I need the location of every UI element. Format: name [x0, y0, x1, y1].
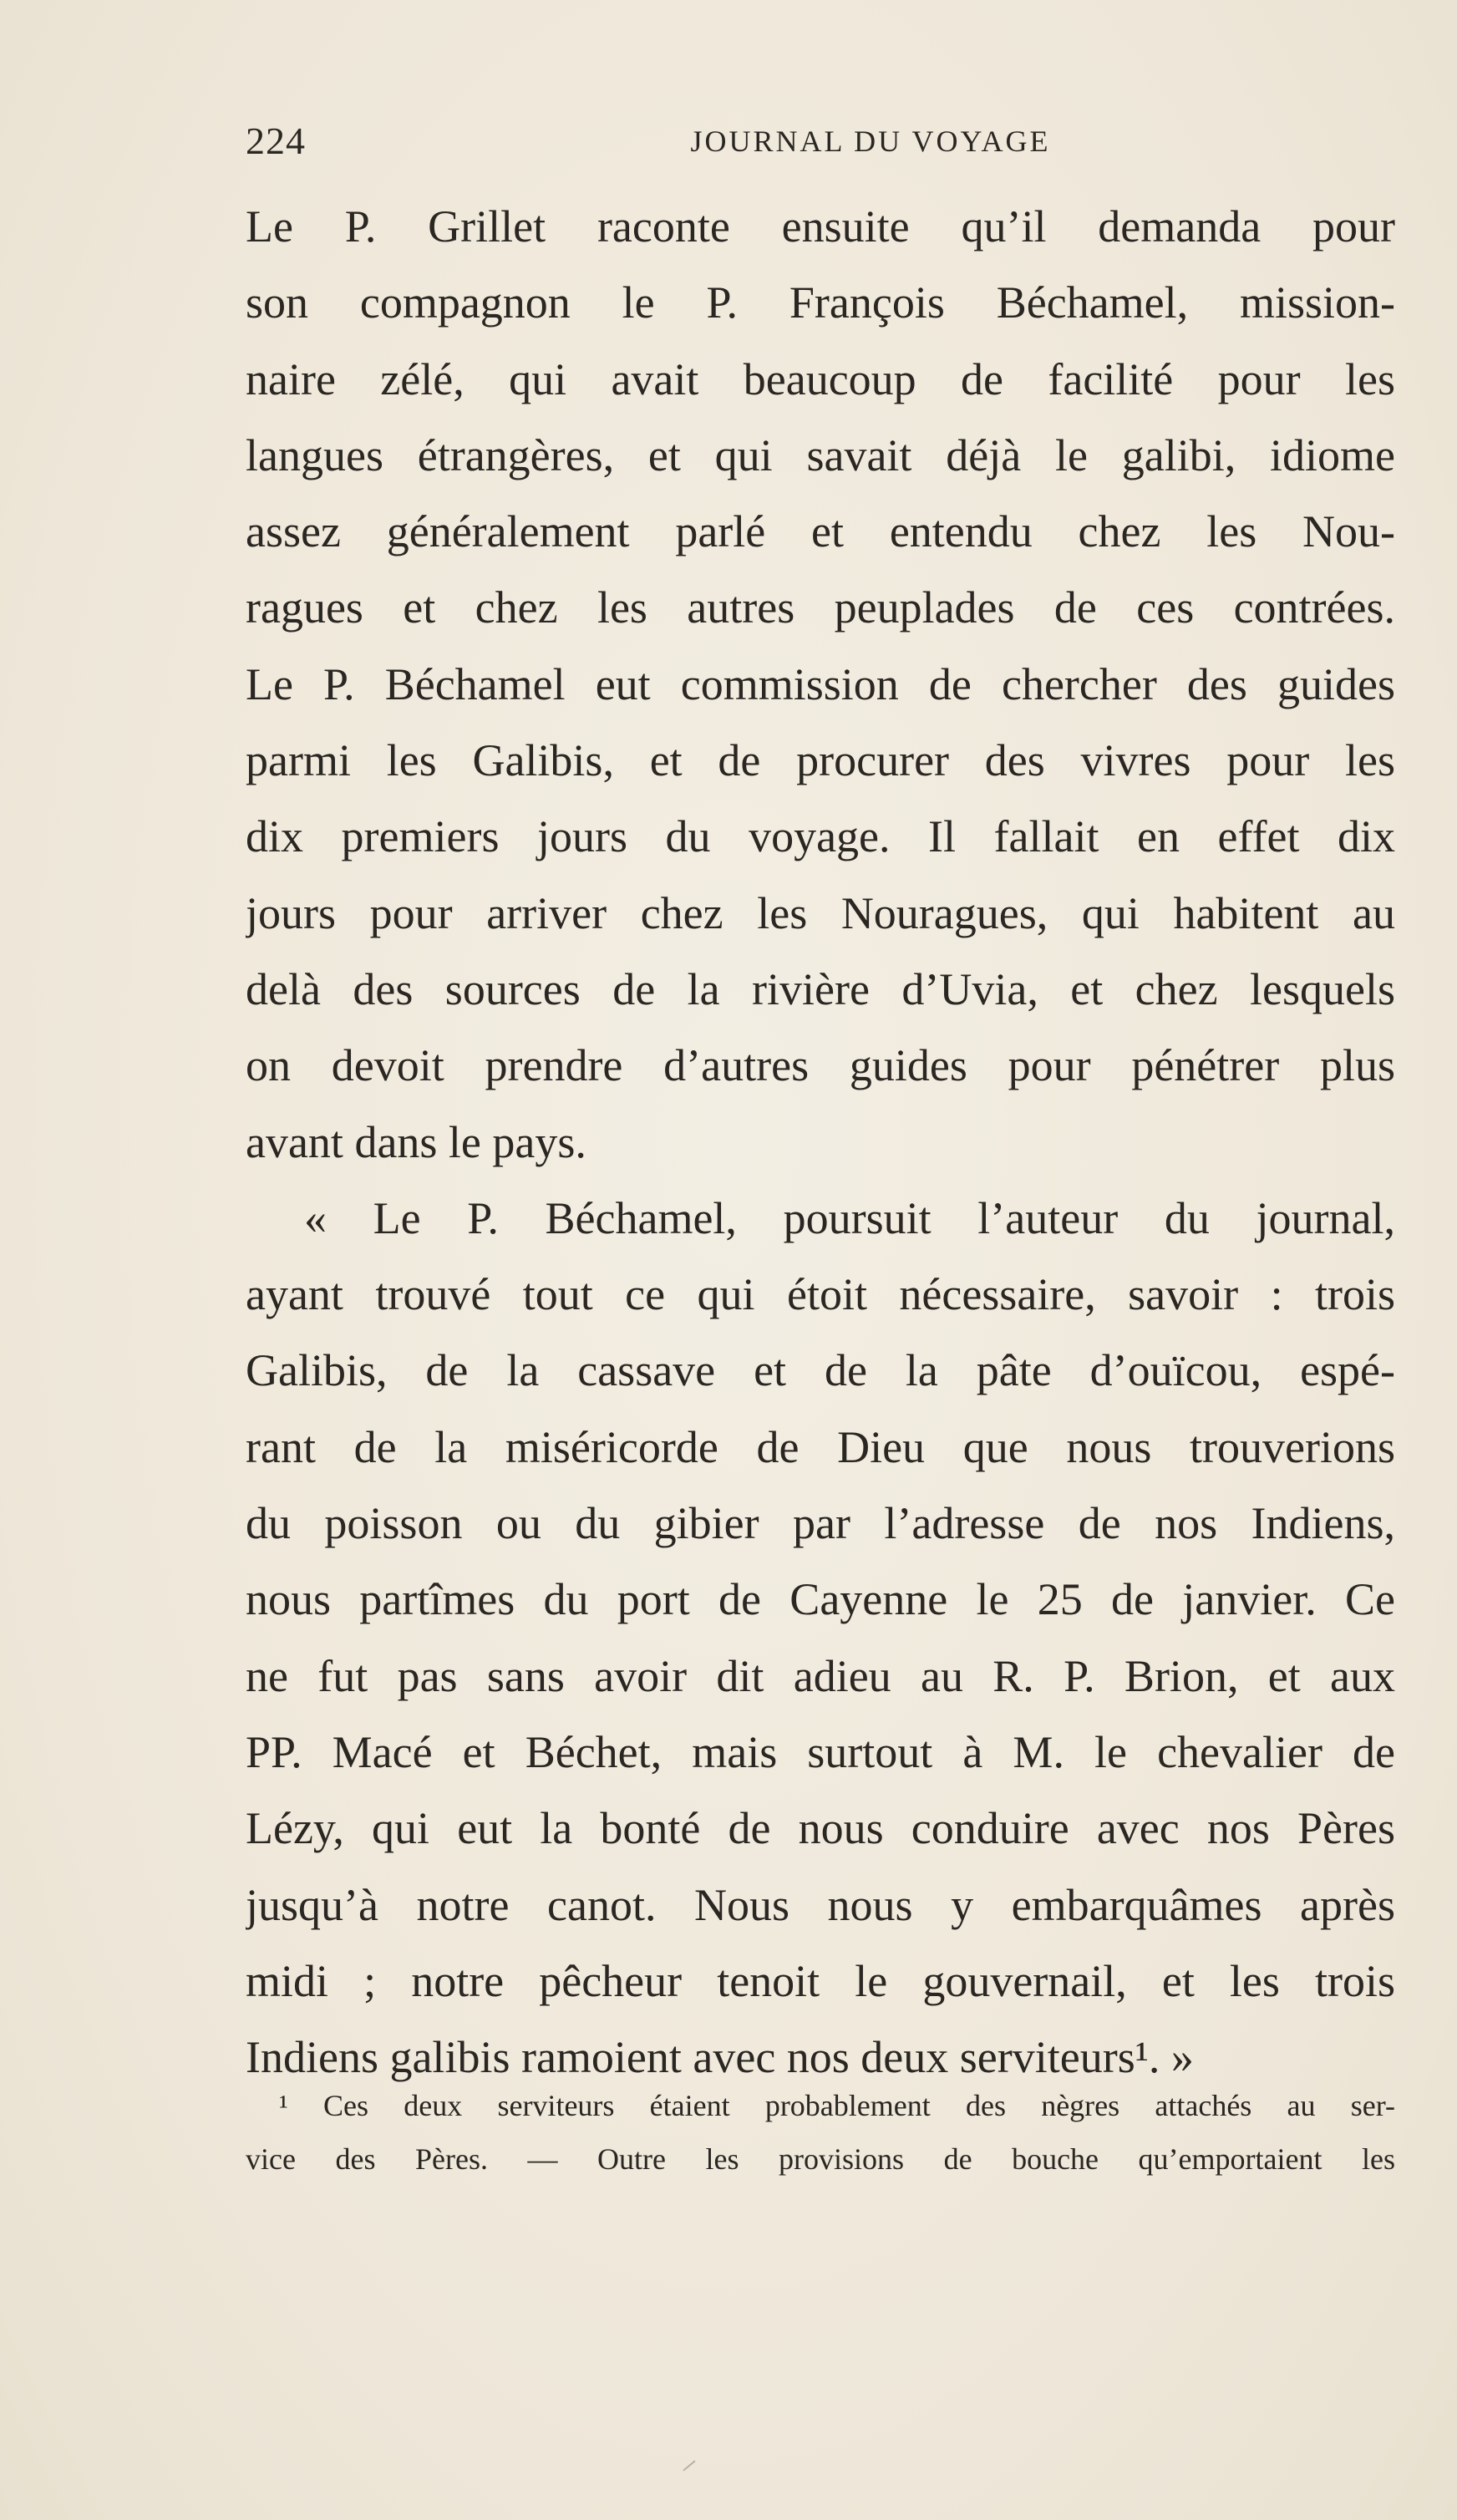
text-line: naire zélé, qui avait beaucoup de facilité pour les	[246, 353, 1395, 404]
footnote-line: ¹ Ces deux serviteurs étaient probablement des nègres attachés au ser-	[279, 2089, 1395, 2122]
text-line: assez généralement parlé et entendu chez les Nou-	[246, 506, 1395, 557]
body-text	[246, 189, 1395, 2096]
text-line: Le P. Béchamel eut commission de chercher des guides	[246, 658, 1395, 709]
text-line: rant de la miséricorde de Dieu que nous trouverions	[246, 1421, 1395, 1472]
text-line: dix premiers jours du voyage. Il fallait en effet dix	[246, 811, 1395, 862]
text-line: jusqu’à notre canot. Nous nous y embarquâmes après	[246, 1879, 1395, 1930]
page-number: 224	[246, 119, 306, 162]
text-line: Indiens galibis ramoient avec nos deux serviteurs¹. »	[246, 2032, 1194, 2083]
text-line: Galibis, de la cassave et de la pâte d’ouïcou, espé-	[246, 1345, 1395, 1396]
text-line: midi ; notre pêcheur tenoit le gouvernail, et les trois	[246, 1955, 1395, 2006]
running-title: JOURNAL DU VOYAGE	[690, 124, 1051, 158]
text-line: parmi les Galibis, et de procurer des vivres pour les	[246, 735, 1395, 786]
text-line: on devoit prendre d’autres guides pour pénétrer plus	[246, 1040, 1395, 1091]
text-line: langues étrangères, et qui savait déjà le galibi, idiome	[246, 429, 1395, 480]
text-line: delà des sources de la rivière d’Uvia, et chez lesquels	[246, 963, 1395, 1014]
text-line: ne fut pas sans avoir dit adieu au R. P. Brion, et aux	[246, 1650, 1395, 1701]
text-line: ragues et chez les autres peuplades de ces contrées.	[246, 582, 1395, 633]
footnotes	[246, 2079, 1395, 2186]
text-line: jours pour arriver chez les Nouragues, qui habitent au	[246, 887, 1395, 938]
paper-blemish	[683, 2460, 695, 2471]
text-line: du poisson ou du gibier par l’adresse de nos Indiens,	[246, 1498, 1395, 1549]
text-line: ayant trouvé tout ce qui étoit nécessaire, savoir : trois	[246, 1269, 1395, 1320]
text-line: avant dans le pays.	[246, 1116, 586, 1167]
text-line: nous partîmes du port de Cayenne le 25 de janvier. Ce	[246, 1574, 1395, 1625]
text-line: PP. Macé et Béchet, mais surtout à M. le chevalier de	[246, 1726, 1395, 1777]
text-line: « Le P. Béchamel, poursuit l’auteur du journal,	[304, 1192, 1395, 1243]
page-header	[246, 119, 1395, 169]
text-line: Lézy, qui eut la bonté de nous conduire avec nos Pères	[246, 1803, 1395, 1854]
text-line: son compagnon le P. François Béchamel, mission-	[246, 277, 1395, 328]
footnote-line: vice des Pères. — Outre les provisions de bouche qu’emportaient les	[246, 2142, 1395, 2176]
text-line: Le P. Grillet raconte ensuite qu’il demanda pour	[246, 201, 1395, 251]
